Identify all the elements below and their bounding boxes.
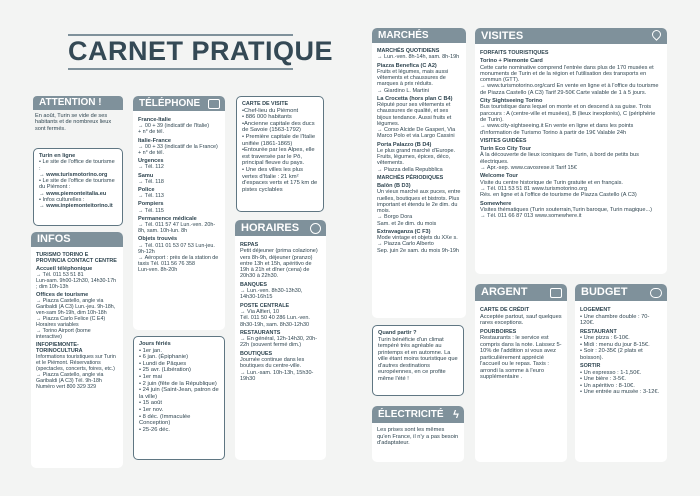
argent-header [475,284,567,301]
infos-s1-title: Accueil téléphonique [36,266,93,272]
infos-s1-text: → Tél. 011 53 51 81 Lun-sam. 9h00-12h30, 14h30-17h ; dim 10h-13h [36,272,117,290]
marches-quot-text: → Lun.-ven. 8h-14h, sam. 8h-19h [377,54,460,61]
tel-if: Italie-France [138,137,171,144]
argent-cb: CARTE DE CRÉDIT [480,307,530,313]
infos-s3: INFOPIEMONTE-TORINOCULTURA [36,342,83,354]
marches-extra-text: Mode vintage et objets du XXe s. → Piazza Carlo Alberto Sep. juin 2e sam. du mois 9h-19h [377,235,459,254]
attention-header: ATTENTION ! [33,96,123,110]
tel-obj: Objets trouvés [138,236,178,243]
marches-crocetta-text: Réputé pour ses vêtements et chaussures de qualité, et ses bijoux tendance. Aussi fruits et légumes. → Corso Alcide De Gasperi, Via Marco Polo et via Largo Cassini [377,102,456,140]
visites-header [475,28,667,44]
phone-icon [208,99,220,109]
tel-urg-text: → Tél. 112 [138,164,164,171]
turin-ligne-item: • Le site de l'office de tourisme du Piémont : [39,178,115,191]
page-title: CARNET PRATIQUE [68,36,334,66]
budget-card [575,284,667,462]
infos-card [31,232,123,468]
budget-sortir-item: • Une entrée au musée : 3-12€. [580,389,660,395]
electricite-header-label: ÉLECTRICITÉ [378,409,444,420]
turin-ligne-item: • Infos culturelles : [39,197,85,204]
marches-card [372,28,466,318]
tel-samu-text: → Tél. 118 [138,178,164,185]
feries-item: • 1er nov. [139,406,164,413]
marches-crocetta: La Crocetta (hors plan C B4) [377,95,453,102]
marches-balon-text: Un vieux marché aux puces, entre ruelles, boutiques et bistrots. Plus important et étendu le 2e dim. du mois. → Borgo Dora Sam. et 2e dim. du mois [377,189,461,227]
marches-palazzo-text: Le plus grand marché d'Europe. Fruits, légumes, épices, déco, vêtements. → Piazza della Repubblica [377,147,456,173]
clock-icon [310,223,321,234]
marches-extra: Extravaganza (C F3) [377,228,431,235]
turin-ligne-card [33,148,123,226]
tel-police-text: → Tél. 113 [138,193,164,200]
feries-card [133,336,225,460]
map-pin-icon [650,28,663,41]
budget-log-text: • Une chambre double : 70-120€. [580,313,650,326]
marches-period: MARCHÉS PÉRIODIQUES [377,174,444,181]
argent-cb-text: Acceptée partout, sauf quelques rares exceptions. [480,313,562,326]
feries-item: • 1er jan. [139,347,162,354]
argent-pb-text: Restaurants : le service est compris dans la note. Laissez 5-10% de l'addition si vous avez particulièrement apprécié l'accueil ou le repas. Taxis : arrondi la somme à l'euro supplémentaire . [480,335,562,380]
horaires-card [235,220,326,460]
visites-welcome-text: Visite du centre historique de Turin gratuite et en français. → Tél. 011 53 51 81 www.turismotorino.org Rés. en ligne et à l'office de tourisme de Piazza Castello (A C3) [480,179,637,199]
budget-sortir: SORTIR [580,363,601,369]
electricite-text: Les prises sont les mêmes qu'en France, il n'y a pas besoin d'adaptateur. [377,427,459,447]
turin-ligne-item: • Le site de l'office de tourisme : [39,159,115,172]
horaires-header [235,220,326,236]
budget-rest-item: • Soir : 20-35€ (2 plats et boisson). [580,348,643,361]
feries-item: • 6 jan. (Épiphanie) [139,354,189,361]
feries-item: • 25-26 déc. [139,426,171,433]
horaires-banques-text: → Lun.-ven. 8h30-13h30, 14h30-16h15 [240,288,303,301]
marches-quot: MARCHÉS QUOTIDIENS [377,48,440,54]
tel-pompiers: Pompiers [138,201,164,208]
visites-guid: VISITES GUIDÉES [480,137,527,144]
carte-item: •Entourée par les Alpes, elle est traversée par le Pô, principal fleuve du pays. [242,147,315,167]
tel-perm-text: → Tél. 011 57 47 Lun.-ven. 20h-8h, sam. 10h-lun. 8h [138,222,216,235]
infos-s3-text: Informations touristiques sur Turin et le Piémont. Réservations (spectacles, concerts, foires, etc.) → Piazza Castello, angle via Garibaldi (A C3) Tél. 9h-18h Numéro vert 800 329 329 [36,354,116,390]
turin-ligne-link[interactable]: → www.piemonteitalia.eu [39,190,107,197]
visites-sight: City Sightseeing Torino [480,98,543,105]
visites-header-label: VISITES [481,30,524,42]
horaires-banques: BANQUES [240,281,267,288]
feries-item: • Lundi de Pâques [139,360,187,367]
horaires-rest-text: → En général, 12h-14h30, 20h-22h (souvent fermé dim.) [240,336,318,349]
visites-sight-text: Bus touristique dans lequel on monte et on descend à sa guise. Trois parcours : A (centre-ville et musées), B (lieux inexplorés), C (périphérie de Turin). → www.city-sightseeing.it En vente en ligne et dans les points d'information de Turismo Torino à partir de 19€ Valable 24h [480,104,656,136]
horaires-header-label: HORAIRES [241,222,300,234]
telephone-header [133,96,225,111]
argent-card [475,284,567,462]
argent-header-label: ARGENT [481,286,528,298]
telephone-header-label: TÉLÉPHONE [139,98,201,109]
visites-somewhere: Somewhere [480,200,512,207]
feries-title: Jours fériés [139,341,171,347]
tel-if-text: → 00 + 33 (indicatif de la France) + n° de tél. [138,143,218,157]
visites-somewhere-text: Visites thématiques (Turin souterrain,Turin baroque, Turin magique...) → Tél. 011 66 87 013 www.somewhere.it [480,206,653,220]
infos-s2-text: → Piazza Castello, angle via Garibaldi (A C3) Lun.-jeu. 9h-18h, ven-sam 9h-19h, dim 10h-18h → Piazza Carlo Felice (C E4) Horaires variables → Torino Airport (borne interactive) [36,298,116,340]
attention-text: En août, Turin se vide de ses habitants et de nombreux lieux sont fermés. [35,113,112,132]
marches-palazzo: Porta Palazzo (B D4) [377,141,432,148]
budget-rest-item: • Une pizza : 6-10€. [580,335,630,341]
tel-fi: France-Italie [138,117,171,123]
turin-ligne-title: Turin en ligne [39,153,76,159]
tel-fi-text: → 00 + 39 (indicatif de l'Italie) + n° de tél. [138,123,209,136]
horaires-poste: POSTE CENTRALE [240,302,290,309]
horaires-repas: REPAS [240,242,259,248]
feries-item: • 2 juin (fête de la République) [139,380,217,387]
turin-ligne-link[interactable]: → www.inpiemonteitorino.it [39,203,113,210]
electricite-header [372,406,464,423]
marches-benefica-text: Fruits et légumes, mais aussi vêtements et chaussures de marques à prix réduits. → Giardino L. Martini [377,68,449,94]
marches-balon: Balôn (B D3) [377,183,411,189]
carte-item: •Ancienne capitale des ducs de Savoie (1563-1792) [242,120,315,134]
feries-item: • 25 avr. (Libération) [139,367,191,374]
budget-rest-item: • Midi : menu du jour 8-15€. [580,341,650,348]
marches-header: MARCHÉS [372,28,466,43]
lightning-icon: ϟ [453,409,459,421]
visites-piemonte-text: Cette carte nominative comprend l'entrée dans plus de 170 musées et monuments de Turin et de la région et l'utilisation des transports en commun (GTT). → www.turismotorino.org/card En vente en ligne et à l'office du tourisme de Piazza Castello (A C3) Tarif 29-50€ Carte valable de 1 à 5 jours. [480,64,659,96]
telephone-card [133,96,225,330]
carte-card [236,96,324,212]
argent-pb: POURBOIRES [480,328,517,335]
quand-title: Quand partir ? [378,330,417,336]
horaires-bout: BOUTIQUES [240,350,273,357]
turin-ligne-link[interactable]: → www.turismotorino.org [39,171,108,178]
visites-eco: Turin Eco City Tour [480,146,532,153]
title-rule-bottom [68,68,293,70]
tel-pompiers-text: → Tél. 115 [138,207,164,214]
tel-urg: Urgences [138,158,164,165]
carte-item: • Une des villes les plus vertes d'Italie : 21 km² d'espaces verts et 175 km de pistes cyclables [242,166,318,193]
budget-rest: RESTAURANT [580,328,617,335]
quand-text: Turin bénéficie d'un climat tempéré très agréable au printemps et en automne. La ville étant moins touristique que d'autres destinations européennes, en ce profite même l'été ! [378,336,458,382]
carte-item: •Chef-lieu du Piémont [242,107,299,114]
visites-piemonte: Torino + Piemonte Card [480,58,543,65]
visites-eco-text: À la découverte de lieux iconiques de Turin, à bord de petits bus électriques. → Apr.-sep. www.cavosrese.it Tarif 15€ [480,152,639,172]
feries-item: • 1er mai [139,373,162,380]
tel-samu: Samu [138,172,154,179]
tel-perm: Permanence médicale [138,215,197,222]
infos-s2-title: Offices de tourisme [36,292,89,298]
carte-item: • 886 000 habitants [242,114,292,121]
piggy-bank-icon [650,288,662,298]
visites-welcome: Welcome Tour [480,173,519,180]
electricite-card [372,406,464,462]
infos-s1: TURISMO TORINO E PROVINCIA CONTACT CENTRE [36,252,117,264]
quand-card [372,325,464,396]
infos-header: INFOS [31,232,123,247]
horaires-poste-text: → Via Alfieri, 10 Tél. 011 50 40 286 Lun.-ven. 8h30-19h, sam. 8h30-12h30 [240,308,310,328]
budget-header-label: BUDGET [581,286,628,298]
tel-obj-text: → Tél. 011 01 53 07 53 Lun-jeu. 9h-12h → Aéroport : près de la station de taxis Tél. 011 56 76 358 Lun-ven. 8h-20h [138,242,219,274]
budget-sortir-item: • Un expresso : 1-1,50€. [580,369,642,376]
visites-forf: FORFAITS TOURISTIQUES [480,50,549,56]
marches-benefica: Piazza Benefica (C A2) [377,62,437,69]
horaires-rest: RESTAURANTS [240,329,281,336]
feries-item: • 8 déc. (Immaculée Conception) [139,413,191,427]
carte-item: • Première capitale de l'Italie unifiée (1861-1865) [242,133,316,147]
wallet-icon [550,288,562,298]
budget-header [575,284,667,301]
budget-sortir-item: • Une bière : 3-5€. [580,376,626,382]
budget-sortir-item: • Un apéritivo : 8-10€. [580,382,635,389]
visites-card [475,28,667,274]
feries-item: • 24 juin (Saint-Jean, patron de la ville) [139,387,219,400]
horaires-repas-text: Petit déjeuner (prima colazione) vers 8h-9h, déjeuner (pranzo) entre 13h et 15h, apéritivo de 19h à 21h et dîner (cena) de 20h30 à 22h30. [240,248,318,280]
carte-header: CARTE DE VISITE [242,101,289,107]
tel-police: Police [138,187,155,194]
feries-item: • 15 août [139,400,162,407]
budget-log: LOGEMENT [580,307,611,313]
horaires-bout-text: Journée continue dans les boutiques du centre-ville. → Lun.-sam. 10h-13h, 15h30-19h30 [240,357,314,382]
